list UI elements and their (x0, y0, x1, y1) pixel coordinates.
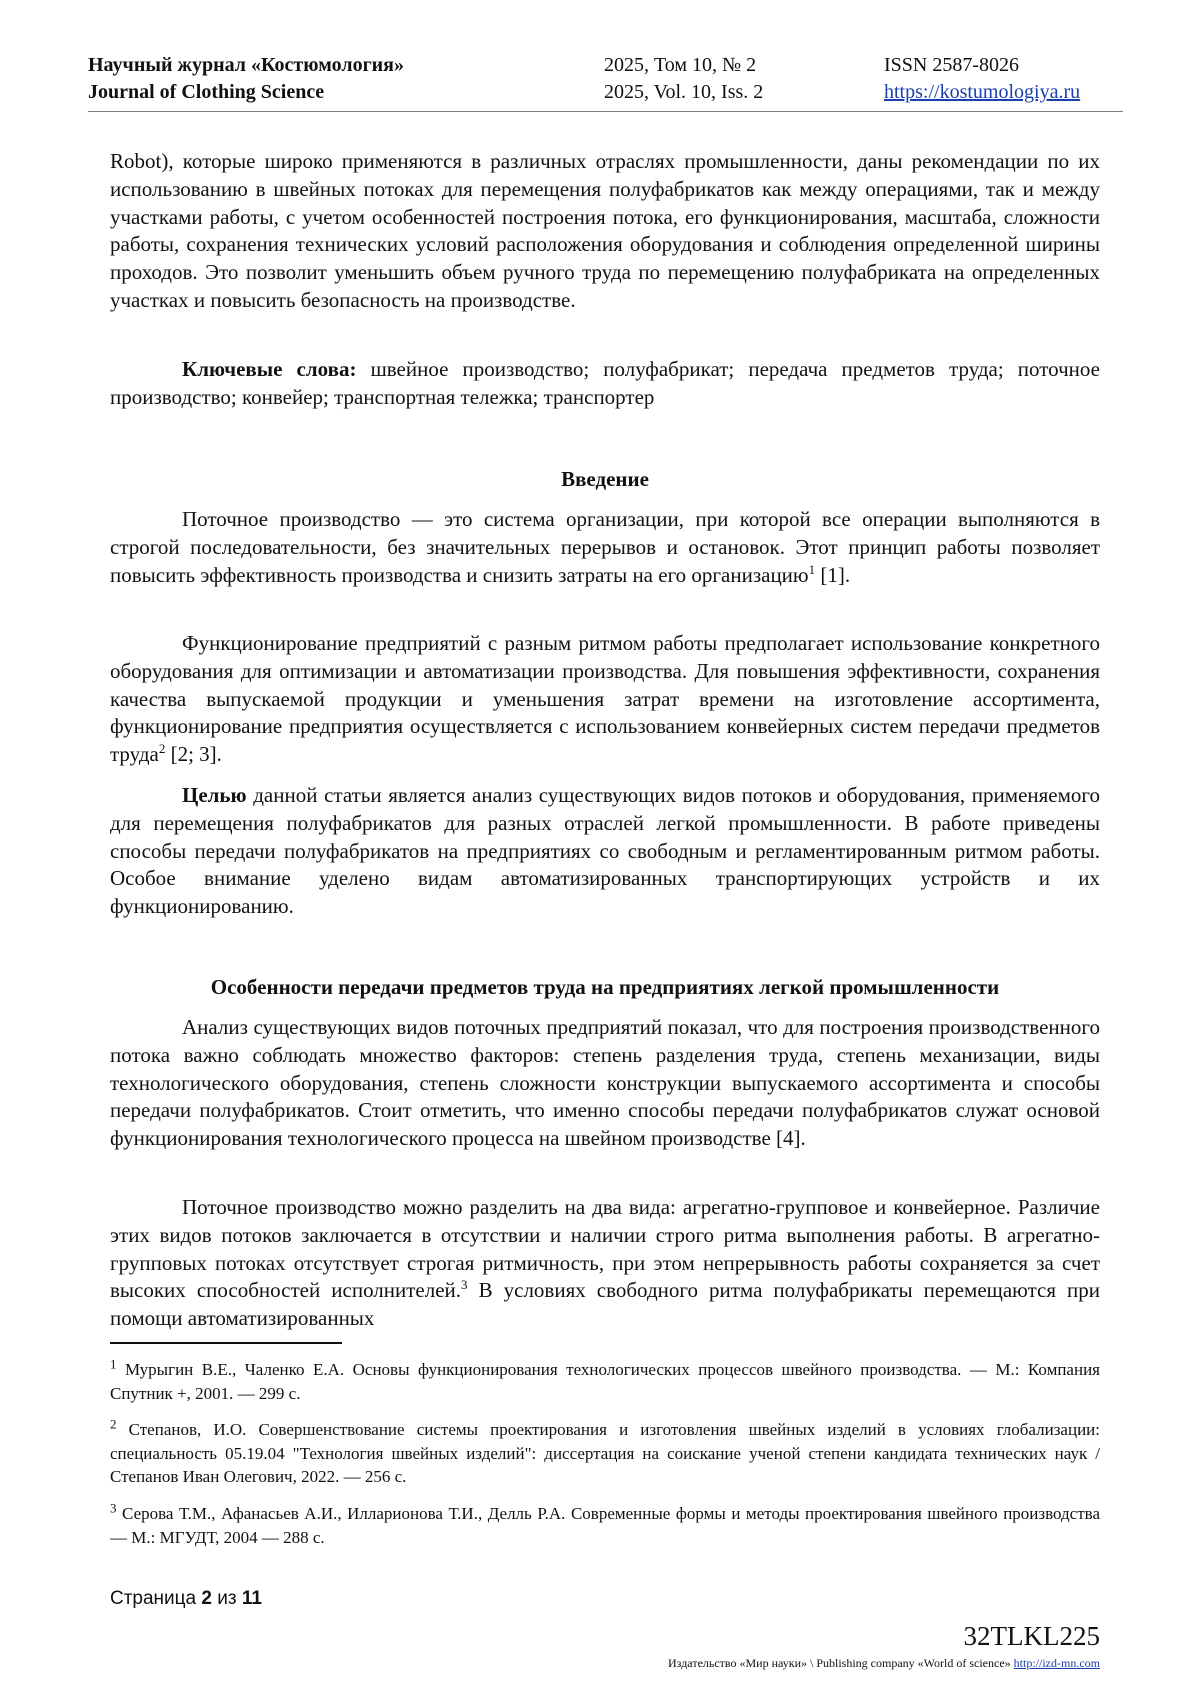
issn-block (884, 52, 1080, 106)
header-divider (88, 111, 1123, 112)
keywords-list: швейное производство; полуфабрикат; передача предметов труда; поточное производство; конвейер; транспортная тележка; транспортер (110, 357, 1100, 409)
section-paragraph-2: Поточное производство можно разделить на два вида: агрегатно-групповое и конвейерное. Различие этих видов потоков заключается в отсутствии и наличии строго ритма выполнения работы. В агрегатно-групповых потоках отсутствует строгая ритмичность, при этом непрерывность работы сохраняется за счет высоких способностей исполнителей.$^3$ В условиях свободного ритма полуфабрикаты перемещаются при помощи автоматизированных (110, 1195, 1101, 1331)
page-counter: Страница 2 из 11 (110, 1588, 262, 1609)
journal-title (88, 52, 404, 106)
footnote-ref-3[interactable]: 3 (461, 1277, 468, 1293)
issue-info (604, 52, 763, 106)
publisher-line: Издательство «Мир науки» \ Publishing company «World of science» http://izd-mn.com (668, 1656, 1100, 1670)
total-pages: 11 (241, 1588, 262, 1609)
footnote-ref-1[interactable]: 1 (808, 561, 816, 577)
goal-label: Целью (182, 783, 247, 807)
intro-paragraph-1: Поточное производство — это система организации, при которой все операции выполняются в строгой последовательности, без значительных перерывов и остановок. Этот принцип работы позволяет повысить эффективность производства и снизить затраты на его организацию$^1$ [1]. (110, 507, 1100, 587)
intro-paragraph-2: Функционирование предприятий с разным ритмом работы предполагает использование конкретного оборудования для оптимизации и автоматизации производства. Для повышения эффективности, сохранения качества выпускаемой продукции и уменьшения затрат времени на изготовление ассортимента, функционирование предприятия осуществляется с использованием конвейерных систем передачи предметов труда$^2$ [2; 3]. (110, 631, 1100, 767)
abstract-text: Robot), которые широко применяются в различных отраслях промышленности, даны рекомендации по их использованию в швейных потоках для перемещения полуфабрикатов как между операциями, так и между участками работы, с учетом особенностей построения потока, его функционирования, масштаба, сложности работы, сохранения технических условий расположения оборудования и соблюдения определенной ширины проходов. Это позволит уменьшить объем ручного труда по перемещению полуфабриката на определенных участках и повысить безопасность на производстве. (110, 149, 1100, 312)
journal-title-en: Journal of Clothing Science (88, 81, 325, 103)
issue-en: 2025, Vol. 10, Iss. 2 (604, 81, 764, 103)
article-code: 32TLKL225 (963, 1621, 1100, 1651)
intro-heading: Введение (561, 467, 649, 491)
current-page: 2 (201, 1588, 212, 1609)
publisher-link[interactable]: http://izd-mn.com (1013, 1656, 1100, 1670)
footnote-1: $^1$ Мурыгин В.Е., Чаленко Е.А. Основы функционирования технологических процессов швейного производства. — М.: Компания Спутник +, 2001. — 299 с. (110, 1356, 1100, 1403)
keywords-label: Ключевые слова: (182, 357, 357, 381)
section-heading: Особенности передачи предметов труда на предприятиях легкой промышленности (210, 975, 1000, 999)
footnote-ref-2[interactable]: 2 (158, 741, 166, 757)
issn: ISSN 2587-8026 (884, 54, 1020, 76)
journal-link[interactable]: https://kostumologiya.ru (884, 81, 1081, 103)
section-paragraph-1: Анализ существующих видов поточных предприятий показал, что для построения производственного потока важно соблюдать множество факторов: степень разделения труда, степень механизации, виды технологического оборудования, степень сложности конструкции выпускаемого ассортимента и способы передачи полуфабрикатов. Стоит отметить, что именно способы передачи полуфабрикатов служат основой функционирования технологического процесса на швейном производстве [4]. (110, 1015, 1100, 1151)
footnote-divider (110, 1342, 342, 1344)
intro-paragraph-3: Целью данной статьи является анализ существующих видов потоков и оборудования, применяемого для перемещения полуфабрикатов для разных отраслей легкой промышленности. В работе приведены способы передачи полуфабрикатов на предприятиях со свободным и регламентированным ритмом работы. Особое внимание уделено видам автоматизированных транспортирующих устройств и их функционированию. (110, 783, 1100, 919)
issue-ru: 2025, Том 10, № 2 (604, 54, 757, 76)
keywords (110, 356, 1100, 412)
footnote-2: $^2$ Степанов, И.О. Совершенствование системы проектирования и изготовления швейных изделий в условиях глобализации: специальность 05.19.04 "Технология швейных изделий": диссертация на соискание ученой степени кандидата технических наук / Степанов Иван Олегович, 2022. — 256 с. (110, 1416, 1100, 1486)
footnote-3: $^3$ Серова Т.М., Афанасьев А.И., Илларионова Т.И., Делль Р.А. Современные формы и методы проектирования швейного производства — М.: МГУДТ, 2004 — 288 с. (110, 1500, 1100, 1547)
journal-title-ru: Научный журнал «Костюмология» (88, 54, 404, 76)
